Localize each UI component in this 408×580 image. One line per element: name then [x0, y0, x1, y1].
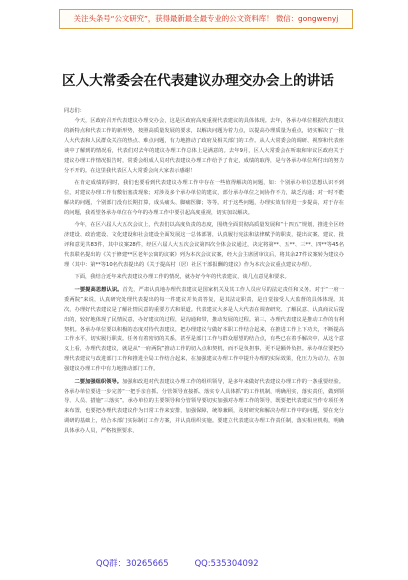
paragraph — [64, 221, 344, 271]
paragraph-text: 加强和改进对代表建议办理工作的组织领导，是多年来做好代表建议办理工作的一条重要经验。各承办单位要进一步完善“一把手亲自抓、分管领导直接抓、落实专人具体抓”的工作机制，明确用实，落实责任，做到领导、人员、措施“三落实”。承办单位的主要领导和分管领导要切实加强对办理工作的领导，既要把代表建议当作专项任务来布置，也要把办理代表建议作为日常工作来安排，加强保障，统筹兼顾，及时研究和解决办理工作中的问题，要在充分调研的基础上，结合本部门实际制订工作方案，并认真组织实施。要建立代表建议办理工作责任制，落实相应机构，明确具体承办人员，严格按照要求， — [64, 378, 344, 435]
paragraph — [64, 273, 344, 283]
paragraph — [64, 179, 344, 219]
document-title: 区人大常委会在代表建议办理交办会上的讲话 — [62, 73, 334, 89]
paragraph-lead: 一要提高思想认识。 — [74, 286, 123, 293]
paragraph — [64, 378, 344, 437]
paragraph-text: 下面，我结合近年来代表建议办理工作的情况，就办好今年的代表建议，谈几点意见和要求。 — [74, 274, 290, 281]
paragraph — [64, 117, 344, 176]
document-body — [64, 117, 344, 557]
qq-text: QQ:535304092 — [194, 558, 259, 568]
paragraph-lead: 二要加强组织领导。 — [74, 378, 123, 385]
paragraph — [64, 286, 344, 375]
greeting: 同志们： — [64, 108, 85, 114]
qq-group-text: QQ群：30265665 — [96, 558, 169, 568]
paragraph-text: 今年，在区六届人大五次会议上，代表们以高度负责的态度，围绕全面贯彻高质量发展和“十四五”规划，推进全区经济建设、政治建设、文化建设和社会建设全面发展这一总体部署，认真履行宪法和法律赋予的职责，提出议案、建议、批评和意见共83件，其中议案28件，经区六届人大五次会议第四次全体会议通过，决定将第**、五**、三**、四**等45名代表联名提出的《关于修建**区老年公寓的议案》列为本次会议议案，经大会主席团审议后，将其余27件议案转为建议办理（其中：第**等10名代表提出的《关于提高村（居）社区干部报酬的建议》作为本次会议重点建议办理）。 — [64, 222, 344, 268]
promo-banner: 关注头条号“公文研究”，获得最新最全最专业的公文资料库！ 微信：gongwenyj — [59, 9, 353, 29]
paragraph-text: 今天，区政府召开代表建议办理交办会，这是区政府高度重视代表建议的具体体现。去年，各承办单位根据代表建议的新特点和代表工作的新形势，按照高质量发展的要求，以解决问题为着力点，以提高办理质量为重点，切实解决了一批人大代表和人民群众关注的热点、难点问题，有力地推动了政府及相关部门的工作。从人大常委会的调研、视察和代表座谈中了解到的情况看，代表们对去年的建议办理工作总体上是满意的。去年9月，区人大常委会在听取和审议区政府关于建议办理工作情况报告时，常委会组成人员对代表建议办理工作给予了肯定，成绩的取得，是与各承办单位所付出的努力分不开的。在这里我代表区人大常委会向大家表示感谢！ — [64, 118, 344, 174]
paragraph-text: 在肯定成绩的同时，我们也要看到代表建议办理工作中存在一些值得解决的问题，如：个别承办单位思想认识不到位，对建议办理工作有敷衍塞责现象；对涉及多个承办单位的建议，部分承办单位之间协作不力，缺乏沟通；对一时不能解决的问题，个别部门没有长期打算，成头痛头、脚痛医脚；等等。对于这些问题，办理实效有待进一步提高，对于存在的问题，我希望各承办单位在今年的办理工作中要引起高度重视，切实加以解决。 — [64, 180, 344, 216]
paragraph-text: 首先，严肃认真地办理代表建议是国家机关及其工作人员应尽的法定责任和义务。对于“一府一委两院”来说，认真研究处理代表提出的每一件建议并负责答复，是其法定职责，是自觉接受人大监督的具体体现。其次，办理好代表建议是了解社情民意的重要方式和渠道。代表建议大多是人大代表在调查研究、了解民意、认真商议后提出的，较好地体现了民情民意，办好建议的过程，是沟通和带，推动发展的过程。第三，办理代表建议是推动工作的有利契机。各承办单位要以积极的态度对待代表建议，把办理建议与做好本职工作结合起来，在推进工作上下功夫，不断提高工作水平，切实履行职责。任务有着密切的关系，甚至是部门工作与群众愿望的结合点，有些已在着手解决中，从这个意义上看，办理代表建议，就是从“一府两院”推动工作的切入点和契机，而不是负担事，更不是额外负担。承办单位要把办理代表建议与改进部门工作和推进全局工作结合起来，在加强建议办理工作中提升办理的实际效果，化压力为动力，在加强建议办理工作中有力地推动部门工作。 — [64, 286, 344, 373]
contact-footer — [96, 557, 316, 569]
